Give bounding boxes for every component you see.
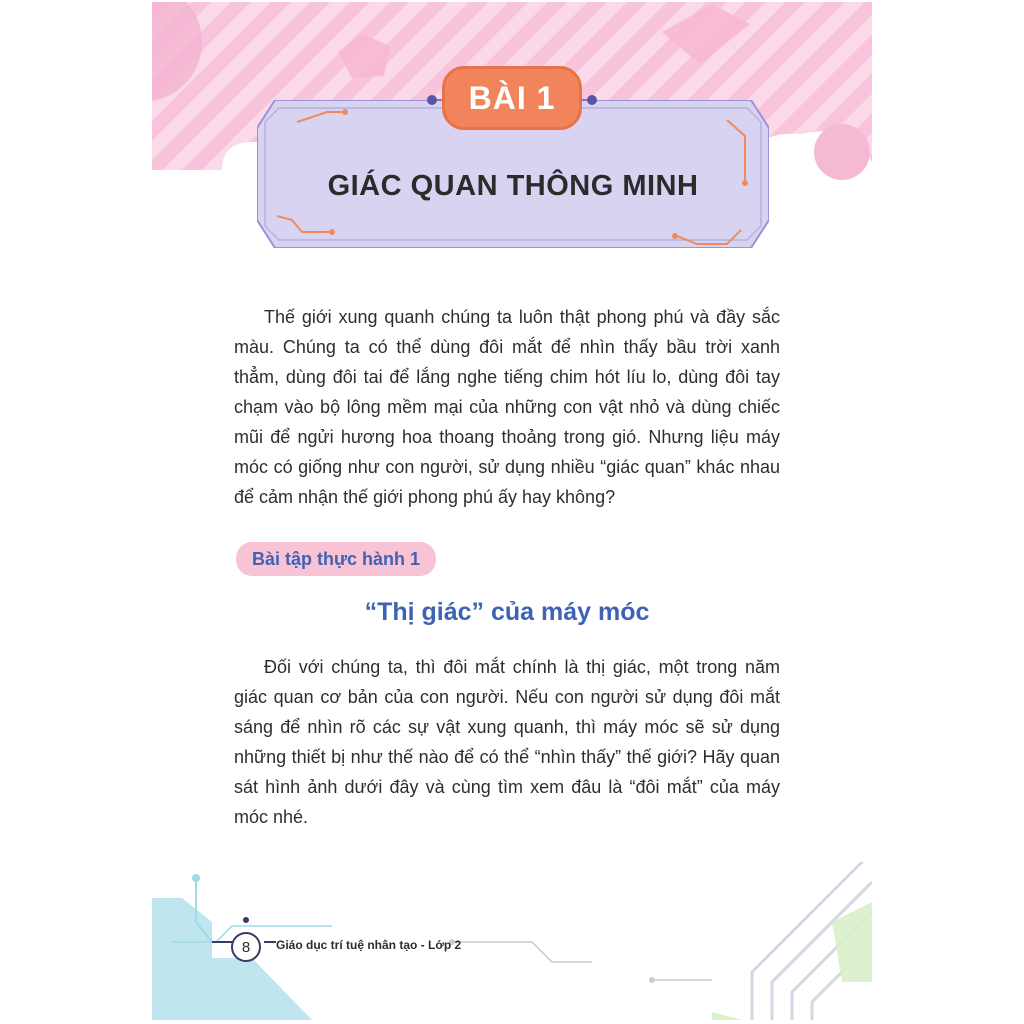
book-title: Giáo dục trí tuệ nhân tạo - Lớp 2 xyxy=(276,938,462,952)
exercise-text: Đối với chúng ta, thì đôi mắt chính là thị giác, một trong năm giác quan cơ bản của con người. Nếu con người sử dụng đôi mắt sáng để nhìn rõ các sự vật xung quanh, thì máy móc sẽ sử dụng những thiết bị như thế nào để có thể “nhìn thấy” thế giới? Hãy quan sát hình ảnh dưới đây và cùng tìm xem đâu là “đôi mắt” của máy móc nhé. xyxy=(234,657,780,827)
exercise-paragraph xyxy=(234,652,780,832)
exercise-badge: Bài tập thực hành 1 xyxy=(236,542,436,576)
intro-text: Thế giới xung quanh chúng ta luôn thật phong phú và đầy sắc màu. Chúng ta có thể dùng đôi mắt để nhìn thấy bầu trời xanh thẳm, dùng đôi tai để lắng nghe tiếng chim hót líu lo, dùng đôi tay chạm vào bộ lông mềm mại của những con vật nhỏ và dùng chiếc mũi để ngửi hương hoa thoang thoảng trong gió. Nhưng liệu máy móc có giống như con người, sử dụng nhiều “giác quan” khác nhau để cảm nhận thế giới phong phú ấy hay không? xyxy=(234,307,780,507)
textbook-page xyxy=(152,2,872,1020)
section-title: “Thị giác” của máy móc xyxy=(364,598,650,626)
lesson-title: GIÁC QUAN THÔNG MINH xyxy=(327,170,699,202)
intro-paragraph xyxy=(234,302,780,512)
lesson-badge: BÀI 1 xyxy=(442,66,582,130)
page-number: 8 xyxy=(231,932,261,962)
